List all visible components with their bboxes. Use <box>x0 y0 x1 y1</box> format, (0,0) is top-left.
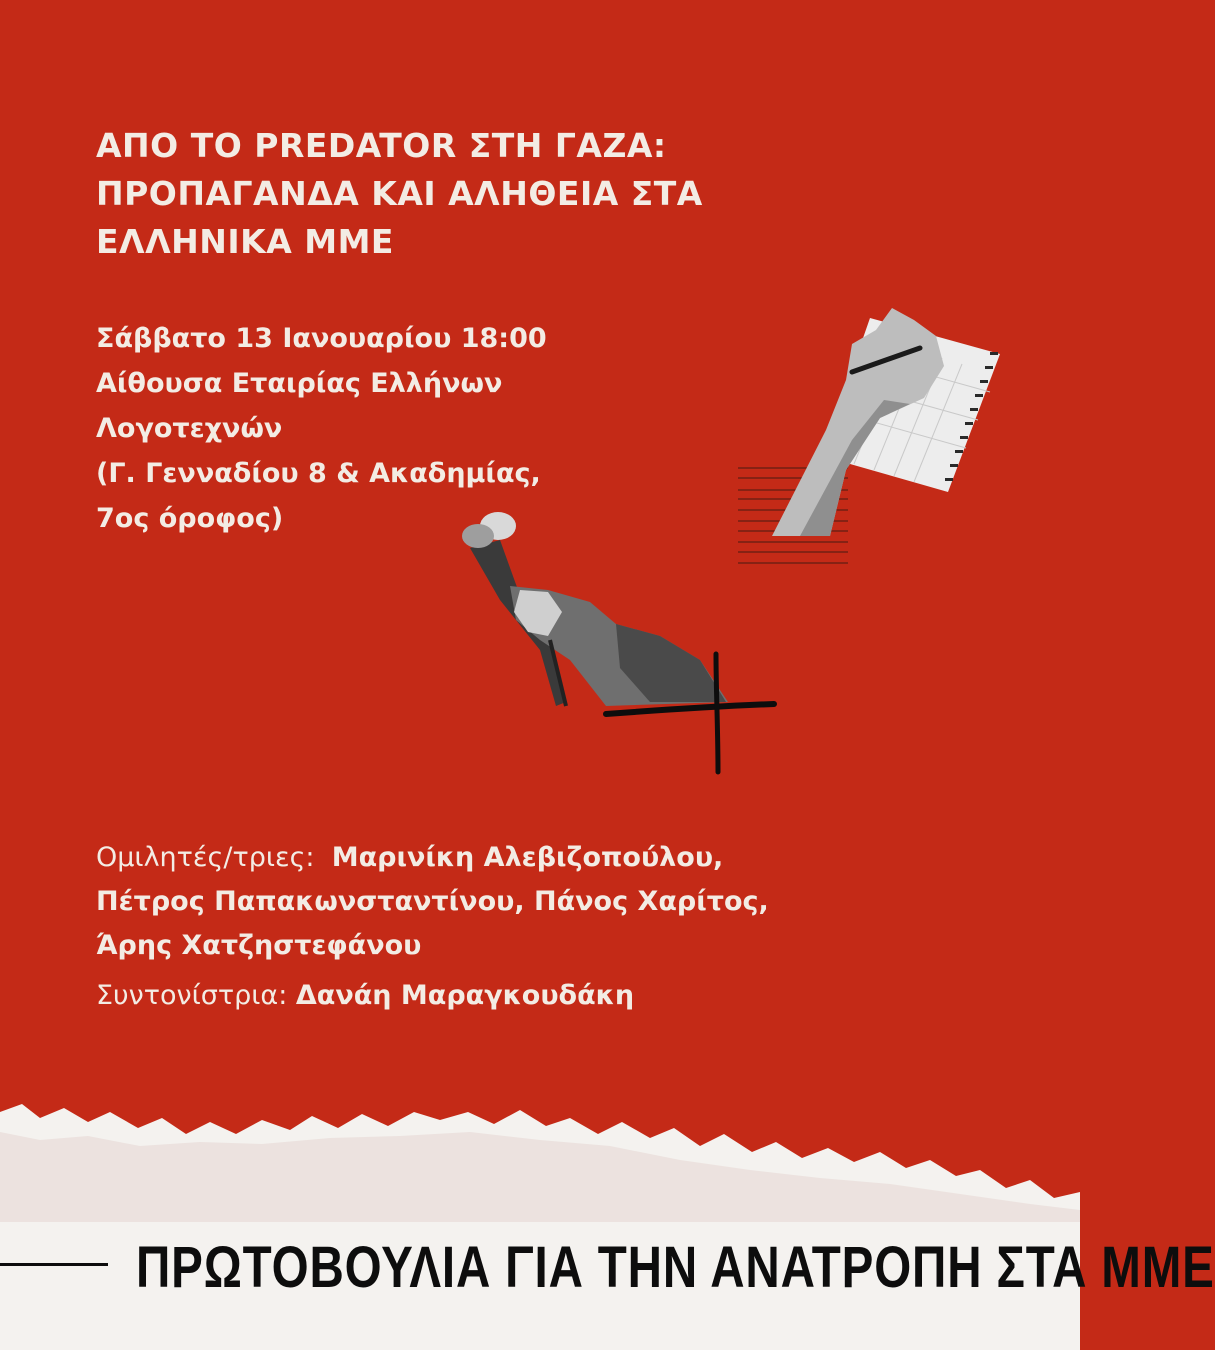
speakers-label: Ομιλητές/τριες: <box>96 842 315 873</box>
address-line-2: 7ος όροφος) <box>96 503 284 534</box>
speakers-line-3: Άρης Χατζηστεφάνου <box>96 930 422 961</box>
venue-line-1: Αίθουσα Εταιρίας Ελλήνων <box>96 368 503 399</box>
title-suffix: ΣΤΗ ΓΑΖΑ: <box>456 126 667 165</box>
speakers-line-2: Πέτρος Παπακωνσταντίνου, Πάνος Χαρίτος, <box>96 886 769 917</box>
moderator-line <box>96 974 996 1018</box>
footer-rule <box>0 1263 108 1266</box>
title-brand: PREDATOR <box>254 126 457 165</box>
moderator-name: Δανάη Μαραγκουδάκη <box>295 980 635 1011</box>
writing-hand-notebook-image <box>772 308 1000 536</box>
hand-microphone-image <box>462 512 728 706</box>
address-line-1: (Γ. Γενναδίου 8 & Ακαδημίας, <box>96 458 541 489</box>
speaker-names-1: Μαρινίκη Αλεβιζοπούλου, <box>331 842 724 873</box>
title-line-2: ΠΡΟΠΑΓΑΝΔΑ ΚΑΙ ΑΛΗΘΕΙΑ ΣΤΑ <box>96 174 703 213</box>
speakers-line-1 <box>96 836 996 880</box>
venue-line-2: Λογοτεχνών <box>96 413 283 444</box>
title-prefix: ΑΠΟ ΤΟ <box>96 126 255 165</box>
speakers-section <box>96 836 996 1018</box>
title-line-3: ΕΛΛΗΝΙΚΑ ΜΜΕ <box>96 222 394 261</box>
organization-name: ΠΡΩΤΟΒΟΥΛΙΑ ΓΙΑ ΤΗΝ ΑΝΑΤΡΟΠΗ ΣΤΑ ΜΜΕ <box>136 1235 1215 1300</box>
moderator-label: Συντονίστρια: <box>96 980 288 1011</box>
event-date: Σάββατο 13 Ιανουαρίου 18:00 <box>96 323 547 354</box>
